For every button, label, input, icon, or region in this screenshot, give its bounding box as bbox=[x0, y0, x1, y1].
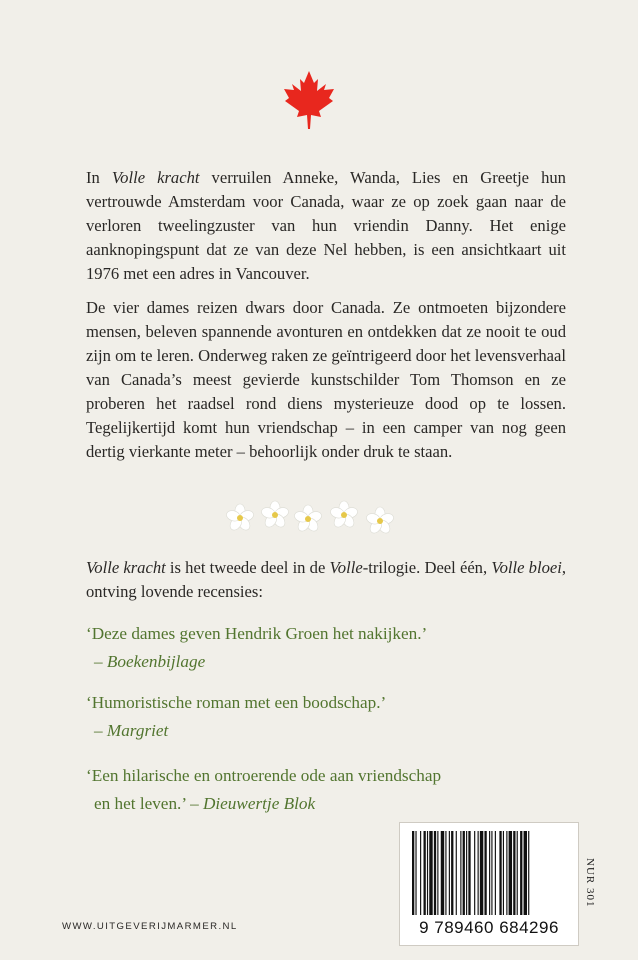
quote-attribution: en het leven.’ – Dieuwertje Blok bbox=[94, 794, 316, 813]
blurb-paragraph-2: De vier dames reizen dwars door Canada. Ze ontmoeten bijzondere mensen, beleven spannende avonturen en ontdekken dat ze nooit te oud zijn om te leren. Onderweg raken ze geïntrigeerd door het levensverhaal van Canada’s meest gevierde kunstschilder Tom Thomson en ze proberen het raadsel rond diens mysterieuze dood op te lossen. Tegelijkertijd komt hun vriendschap – in een camper van nog geen dertig vierkante meter – behoorlijk onder druk te staan. bbox=[86, 298, 566, 461]
nur-code: NUR 301 bbox=[584, 858, 596, 908]
quote-attribution: – Margriet bbox=[94, 721, 169, 740]
book-title: Volle kracht bbox=[111, 168, 200, 187]
quote-text: ‘Deze dames geven Hendrik Groen het nakijken.’ bbox=[86, 624, 428, 643]
quote-text: ‘Humoristische roman met een boodschap.’ bbox=[86, 693, 387, 712]
quote-text: ‘Een hilarische en ontroerende ode aan vriendschap bbox=[86, 766, 442, 785]
review-quote-2 bbox=[86, 689, 586, 745]
publisher-website: WWW.UITGEVERIJMARMER.NL bbox=[62, 921, 238, 932]
barcode-bars bbox=[412, 831, 566, 915]
maple-leaf-icon bbox=[283, 70, 335, 130]
quote-attribution: – Boekenbijlage bbox=[94, 652, 206, 671]
isbn-number: 9 789460 684296 bbox=[419, 918, 559, 937]
blurb-paragraph-1: In Volle kracht verruilen Anneke, Wanda, Lies en Greetje hun vertrouwde Amsterdam voor Canada, waar ze op zoek gaan naar de verloren tweelingzuster van hun vriendin Danny. Het enige aanknopingspunt dat ze van deze Nel hebben, is een ansichtkaart uit 1976 met een adres in Vancouver. bbox=[86, 168, 566, 283]
isbn-barcode bbox=[399, 822, 579, 946]
review-quote-3 bbox=[86, 762, 586, 818]
white-flowers-icon bbox=[224, 498, 400, 538]
series-paragraph: Volle kracht is het tweede deel in de Volle-trilogie. Deel één, Volle bloei, ontving lovende recensies: bbox=[86, 558, 566, 601]
review-quote-1 bbox=[86, 620, 586, 676]
